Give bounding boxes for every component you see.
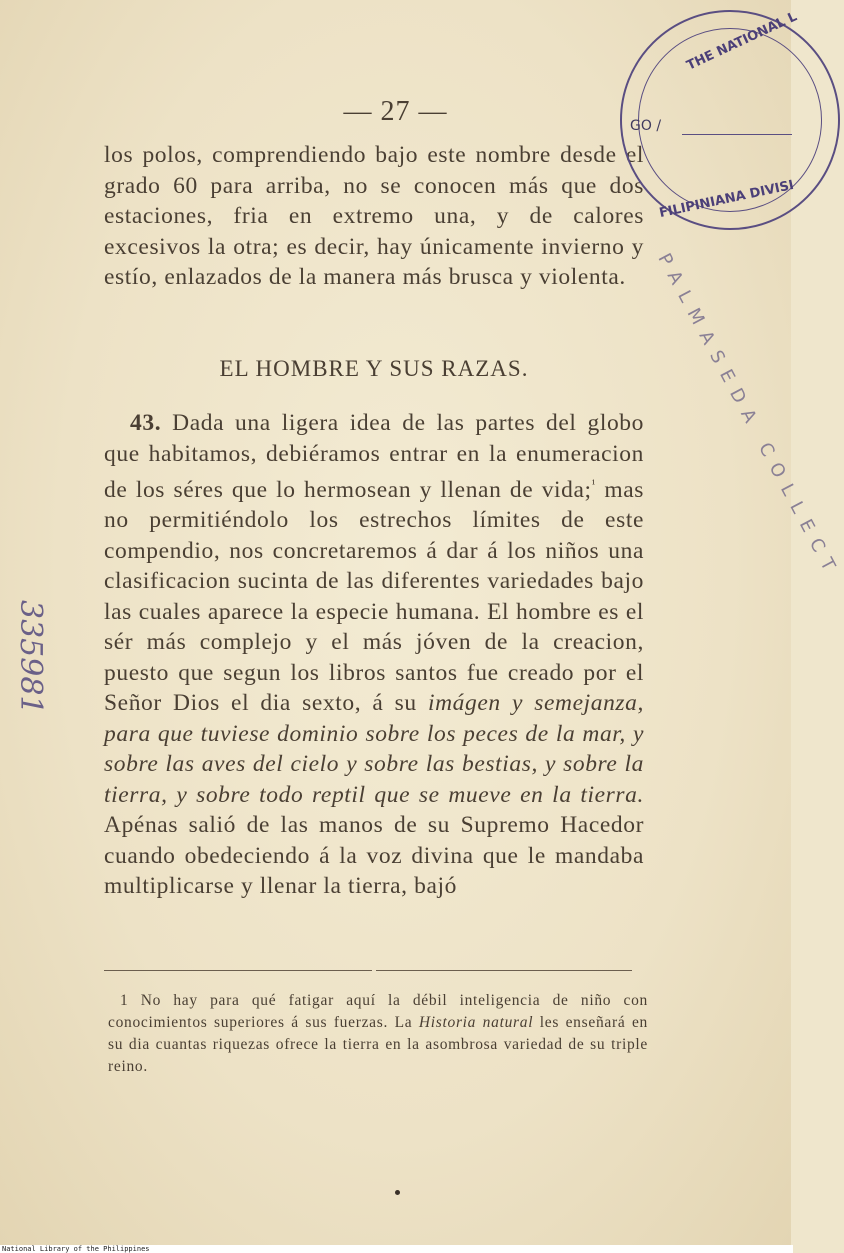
ink-dot <box>395 1190 400 1195</box>
paragraph-number: 43. <box>130 410 162 436</box>
footnote-reference: ¹ <box>591 477 596 491</box>
library-stamp-inner-ring <box>638 28 822 212</box>
paragraph-quote-italic: imágen y semejanza, para que tuviese dominio sobre los peces de la mar, y sobre las aves del cielo y sobre las bestias, y sobre la tierra, y sobre todo reptil que se mueve en la tierra. <box>104 690 644 808</box>
footnote-text-1: No hay para qué fatigar aquí la débil inteligencia de niño con conocimientos superiores á sus fuerzas. La <box>108 992 648 1031</box>
stamp-bottom-text: FILIPINIANA DIVISI <box>657 177 796 222</box>
handwritten-accession-number: 335981 <box>13 600 48 715</box>
paragraph-continuation: los polos, comprendiendo bajo este nombre desde el grado 60 para arriba, no se conocen más que dos estaciones, fria en extremo una, y de calores excesivos la otra; es decir, hay únicamente invierno y estío, enlazados de la manera más brusca y violenta. <box>104 142 644 290</box>
paragraph-text-2: mas no permitiéndolo los estrechos límites de este compendio, nos concretaremos á dar á los niños una clasificacion sucinta de las diferentes variedades bajo las cuales aparece la especie humana. El hombre es el sér más complejo y el más jóven de la creacion, puesto que segun los libros santos fue creado por el Señor Dios el dia sexto, á su <box>104 476 644 717</box>
footnote-divider-left <box>104 970 372 971</box>
paragraph-43 <box>104 408 644 902</box>
footer-credit: National Library of the Philippines <box>0 1245 793 1253</box>
stamp-line-text: GO / <box>630 118 662 134</box>
footnote-italic: Historia natural <box>418 1014 534 1031</box>
footnote-number: 1 <box>120 992 129 1009</box>
page-number: — 27 — <box>343 96 448 127</box>
footnote-text-2: les enseñará en su dia cuantas riquezas ofrece la tierra en la asombrosa variedad de su triple reino. <box>108 1014 648 1075</box>
section-heading: EL HOMBRE Y SUS RAZAS. <box>219 356 529 381</box>
footnote-divider-right <box>376 970 632 971</box>
paragraph-text-3: Apénas salió de las manos de su Supremo Hacedor cuando obedeciendo á la voz divina que le mandaba multiplicarse y llenar la tierra, bajó <box>104 812 644 900</box>
collection-stamp: PALMASEDA COLLECT <box>653 250 844 584</box>
paragraph-text-1: Dada una ligera idea de las partes del globo que habitamos, debiéramos entrar en la enumeracion de los séres que lo hermosean y llenan de vida; <box>104 410 644 503</box>
library-stamp <box>620 10 840 230</box>
footnote <box>108 990 648 1078</box>
stamp-dash-line <box>682 134 792 135</box>
stamp-top-text: THE NATIONAL L <box>684 9 800 74</box>
